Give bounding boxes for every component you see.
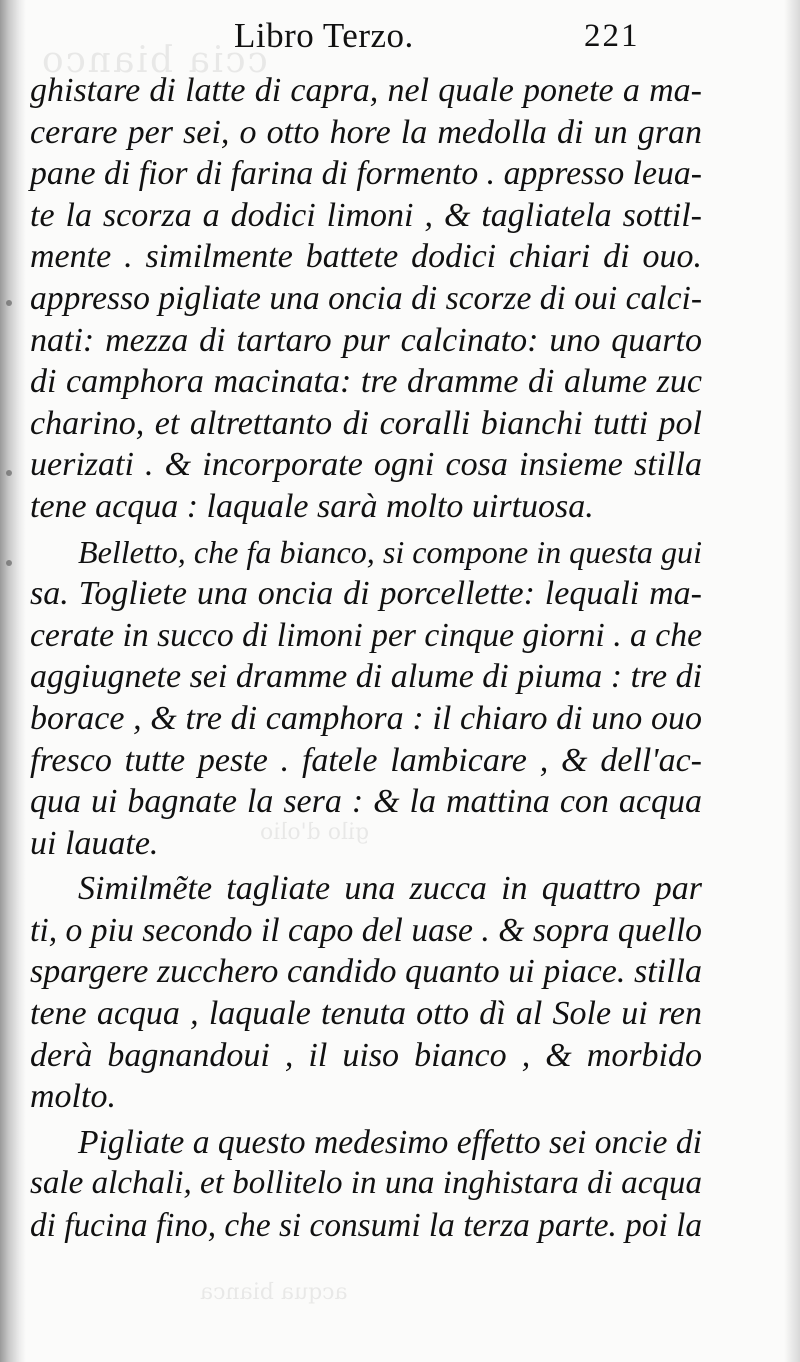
text-line: cerare per sei, o otto hore la medolla di un gran <box>30 113 702 151</box>
binding-mark <box>6 470 12 476</box>
text-line: te la scorza a dodici limoni , & tagliatela sottil- <box>30 196 702 234</box>
binding-mark <box>6 560 12 566</box>
text-line: borace , & tre di camphora : il chiaro di uno ouo <box>30 699 702 737</box>
text-line: Pigliate a questo medesimo effetto sei oncie di <box>78 1123 702 1161</box>
text-line: spargere zucchero candido quanto ui piace. stilla <box>30 953 702 991</box>
paragraph <box>30 1122 702 1247</box>
text-line: sale alchali, et bollitelo in una inghistara di acqua <box>30 1165 702 1202</box>
paragraph <box>30 70 702 528</box>
text-line: appresso pigliate una oncia di scorze di oui calci- <box>30 279 702 317</box>
text-line: qua ui bagnate la sera : & la mattina con acqua <box>30 783 702 821</box>
text-line: sa. Togliete una oncia di porcellette: lequali ma- <box>30 575 702 613</box>
text-line: nati: mezza di tartaro pur calcinato: uno quarto <box>30 321 702 359</box>
text-line: cerate in succo di limoni per cinque giorni . a che <box>30 616 702 654</box>
text-line: fresco tutte peste . fatele lambicare , & dell'ac- <box>30 741 702 779</box>
show-through-bleed: gilo d'olio <box>260 820 370 845</box>
text-line: mente . similmente battete dodici chiari di ouo. <box>30 238 702 276</box>
text-line: derà bagnandoui , il uiso bianco , & morbido <box>30 1036 702 1074</box>
text-line: ti, o piu secondo il capo del uase . & sopra quello <box>30 911 702 949</box>
text-line: molto. <box>30 1078 116 1116</box>
paragraph <box>30 532 702 865</box>
text-line: di camphora macinata: tre dramme di alume zuc <box>30 363 702 401</box>
text-line: aggiugnete sei dramme di alume di piuma : tre di <box>30 658 703 696</box>
body-text <box>30 70 702 1247</box>
text-line: ui lauate. <box>30 824 159 862</box>
text-line: pane di fior di farina di formento . appresso leua- <box>30 155 702 193</box>
text-line: tene acqua , laquale tenuta otto dì al Sole ui ren <box>30 995 702 1033</box>
binding-mark <box>6 300 12 306</box>
binding-shadow <box>0 0 26 1362</box>
page-number: 221 <box>584 18 640 54</box>
text-line: Belletto, che fa bianco, si compone in questa gui <box>78 533 702 570</box>
running-head <box>234 16 654 64</box>
show-through-bleed: acqua bianca <box>200 1280 348 1305</box>
text-line: di fucina fino, che si consumi la terza parte. poi la <box>30 1207 702 1245</box>
text-line: tene acqua : laquale sarà molto uirtuosa. <box>30 487 594 525</box>
page-edge-shadow <box>784 0 800 1362</box>
text-line: Similmẽte tagliate una zucca in quattro par <box>78 870 702 908</box>
text-line: charino, et altrettanto di coralli bianchi tutti pol <box>30 404 702 442</box>
text-line: ghistare di latte di capra, nel quale ponete a ma- <box>30 72 702 109</box>
running-title: Libro Terzo. <box>234 16 414 55</box>
paragraph <box>30 868 702 1118</box>
show-through-bleed: ccia bianco <box>40 40 268 81</box>
text-line: uerizati . & incorporate ogni cosa insieme stilla <box>30 446 702 484</box>
